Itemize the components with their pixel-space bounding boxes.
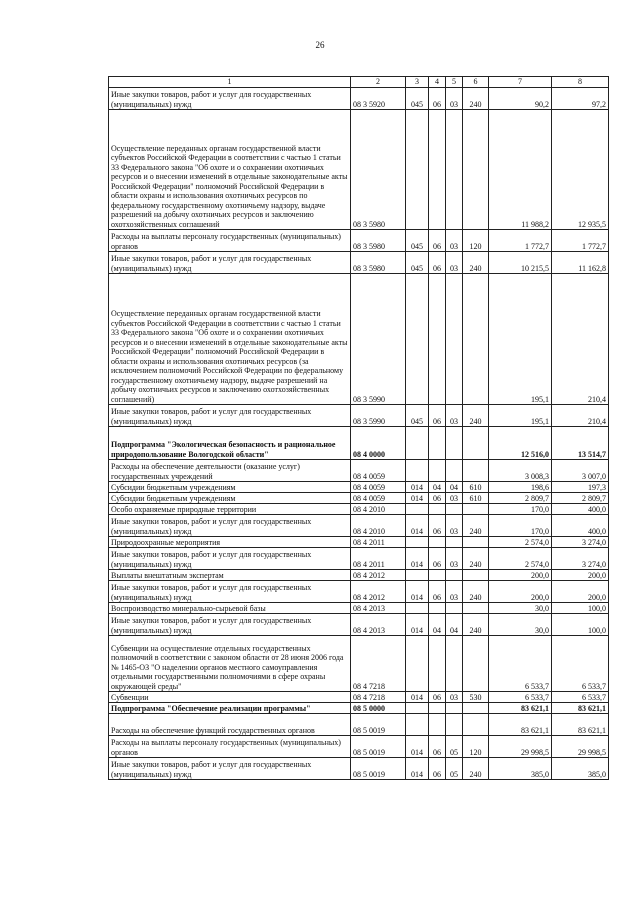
table-row [109,581,609,603]
table-row [109,110,609,230]
row-value-col8: 83 621,1 [552,714,609,736]
row-description: Осуществление переданных органам государственной власти субъектов Российской Федерации в соответствии с частью 1 статьи 33 Федерального закона "Об охоте и о сохранении охотничьих ресурсов и о внесении изменений в отдельные законодательные акты Российской Федерации" полномочий Российской Федерации в области охраны и использования охотничьих ресурсов (за исключением полномочий Российской Федерации по федеральному государственному охотничьему надзору, выдаче разрешений на добычу охотничьих ресурсов и заключению охотхозяйственных соглашений) [109,274,351,405]
header-row [109,77,609,88]
row-description: Иные закупки товаров, работ и услуг для государственных (муниципальных) нужд [109,548,351,570]
row-value-col8: 100,0 [552,603,609,614]
row-value-col7: 200,0 [489,581,552,603]
row-col4: 06 [429,230,446,252]
table-row [109,504,609,515]
row-col6 [463,110,489,230]
row-code: 08 4 0059 [351,482,406,493]
row-value-col8: 29 998,5 [552,736,609,758]
row-col3 [406,504,429,515]
row-col6: 240 [463,581,489,603]
row-value-col7: 2 574,0 [489,537,552,548]
row-value-col7: 170,0 [489,504,552,515]
row-col3: 014 [406,736,429,758]
row-col6: 120 [463,230,489,252]
row-value-col7: 10 215,5 [489,252,552,274]
row-code: 08 4 2012 [351,570,406,581]
row-description: Субвенции на осуществление отдельных государственных полномочий в соответствии с законом области от 28 июня 2006 года № 1465-ОЗ "О наделении органов местного самоуправления отдельными государственными полномочиями в сфере охраны окружающей среды" [109,636,351,692]
row-description: Иные закупки товаров, работ и услуг для государственных (муниципальных) нужд [109,758,351,780]
row-col3: 014 [406,581,429,603]
row-col3: 045 [406,230,429,252]
row-col4 [429,460,446,482]
table-row [109,405,609,427]
row-col5: 03 [446,581,463,603]
row-col5 [446,703,463,714]
row-col3 [406,537,429,548]
row-value-col8: 400,0 [552,515,609,537]
table-row [109,88,609,110]
table-row [109,493,609,504]
row-value-col7: 200,0 [489,570,552,581]
row-col3 [406,603,429,614]
row-col4: 06 [429,252,446,274]
row-value-col8: 97,2 [552,88,609,110]
row-value-col7: 83 621,1 [489,703,552,714]
row-col6: 240 [463,758,489,780]
row-value-col7: 195,1 [489,274,552,405]
row-description: Расходы на выплаты персоналу государственных (муниципальных) органов [109,230,351,252]
row-col6: 530 [463,692,489,703]
row-value-col8: 6 533,7 [552,692,609,703]
row-col4 [429,110,446,230]
row-value-col7: 11 988,2 [489,110,552,230]
table-row [109,714,609,736]
row-value-col8: 2 809,7 [552,493,609,504]
row-code: 08 5 0019 [351,758,406,780]
row-code: 08 4 0059 [351,493,406,504]
header-cell-6: 6 [463,77,489,88]
row-col4: 06 [429,88,446,110]
header-cell-1: 1 [109,77,351,88]
row-code: 08 4 7218 [351,692,406,703]
header-cell-4: 4 [429,77,446,88]
row-col5: 03 [446,88,463,110]
row-code: 08 4 2013 [351,614,406,636]
row-description: Субсидии бюджетным учреждениям [109,482,351,493]
row-col3 [406,636,429,692]
row-col4 [429,714,446,736]
row-col6: 120 [463,736,489,758]
table-row [109,252,609,274]
row-value-col7: 198,6 [489,482,552,493]
row-col6: 610 [463,493,489,504]
row-col3 [406,274,429,405]
row-col6: 240 [463,614,489,636]
header-cell-8: 8 [552,77,609,88]
table-row [109,736,609,758]
row-description: Иные закупки товаров, работ и услуг для государственных (муниципальных) нужд [109,614,351,636]
row-col3: 014 [406,548,429,570]
table-row [109,603,609,614]
row-value-col7: 195,1 [489,405,552,427]
row-description: Осуществление переданных органам государственной власти субъектов Российской Федерации в соответствии с частью 1 статьи 33 Федерального закона "Об охоте и о сохранении охотничьих ресурсов и о внесении изменений в отдельные законодательные акты Российской Федерации" полномочий Российской Федерации в области охраны и использования охотничьих ресурсов по федеральному государственному охотничьему надзору, выдаче разрешений на добычу охотничьих ресурсов и заключению охотхозяйственных соглашений [109,110,351,230]
row-col6 [463,636,489,692]
row-col5: 04 [446,482,463,493]
row-code: 08 5 0000 [351,703,406,714]
row-value-col8: 400,0 [552,504,609,515]
row-code: 08 5 0019 [351,714,406,736]
row-col4 [429,504,446,515]
row-col5 [446,603,463,614]
row-col4: 04 [429,614,446,636]
row-col4 [429,703,446,714]
row-value-col8: 11 162,8 [552,252,609,274]
table-row [109,427,609,460]
row-col6: 240 [463,548,489,570]
table-row [109,460,609,482]
row-value-col8: 6 533,7 [552,636,609,692]
row-col4: 04 [429,482,446,493]
row-col6 [463,460,489,482]
row-col5 [446,460,463,482]
row-value-col8: 210,4 [552,405,609,427]
header-cell-2: 2 [351,77,406,88]
row-value-col8: 12 935,5 [552,110,609,230]
row-col3: 014 [406,614,429,636]
row-value-col8: 200,0 [552,581,609,603]
table-row [109,274,609,405]
row-description: Подпрограмма "Экологическая безопасность и рациональное природопользование Вологодской области" [109,427,351,460]
row-col6: 610 [463,482,489,493]
row-value-col7: 385,0 [489,758,552,780]
table-row [109,758,609,780]
row-description: Особо охраняемые природные территории [109,504,351,515]
budget-table [108,76,609,780]
header-cell-3: 3 [406,77,429,88]
row-description: Расходы на обеспечение функций государственных органов [109,714,351,736]
row-col4: 06 [429,736,446,758]
row-code: 08 3 5990 [351,274,406,405]
row-col5 [446,274,463,405]
row-value-col8: 100,0 [552,614,609,636]
page-number: 26 [315,40,325,50]
row-col5: 03 [446,493,463,504]
header-cell-7: 7 [489,77,552,88]
table-row [109,703,609,714]
row-value-col8: 210,4 [552,274,609,405]
row-value-col8: 3 007,0 [552,460,609,482]
row-code: 08 4 7218 [351,636,406,692]
row-col5: 03 [446,548,463,570]
row-value-col8: 3 274,0 [552,548,609,570]
table-row [109,614,609,636]
row-code: 08 4 2010 [351,515,406,537]
row-col5: 05 [446,736,463,758]
row-description: Субсидии бюджетным учреждениям [109,493,351,504]
row-col4: 06 [429,758,446,780]
row-code: 08 3 5980 [351,230,406,252]
row-col3: 045 [406,88,429,110]
row-description: Иные закупки товаров, работ и услуг для государственных (муниципальных) нужд [109,581,351,603]
row-description: Воспроизводство минерально-сырьевой базы [109,603,351,614]
row-value-col7: 1 772,7 [489,230,552,252]
row-value-col7: 6 533,7 [489,692,552,703]
row-code: 08 3 5980 [351,110,406,230]
row-col6 [463,570,489,581]
row-code: 08 4 2012 [351,581,406,603]
row-col3 [406,570,429,581]
row-col3: 014 [406,515,429,537]
row-value-col8: 200,0 [552,570,609,581]
row-description: Расходы на выплаты персоналу государственных (муниципальных) органов [109,736,351,758]
row-col4: 06 [429,692,446,703]
row-col5 [446,537,463,548]
row-col5 [446,570,463,581]
row-description: Иные закупки товаров, работ и услуг для государственных (муниципальных) нужд [109,252,351,274]
row-value-col7: 83 621,1 [489,714,552,736]
row-col3: 014 [406,758,429,780]
row-code: 08 3 5990 [351,405,406,427]
table-row [109,537,609,548]
row-col5 [446,636,463,692]
row-value-col7: 170,0 [489,515,552,537]
row-col4 [429,636,446,692]
row-col4: 06 [429,548,446,570]
row-col5: 03 [446,252,463,274]
row-col5: 05 [446,758,463,780]
row-col6: 240 [463,88,489,110]
row-col4 [429,603,446,614]
row-col3 [406,427,429,460]
row-description: Расходы на обеспечение деятельности (оказание услуг) государственных учреждений [109,460,351,482]
row-col6 [463,537,489,548]
row-col6: 240 [463,405,489,427]
row-col6: 240 [463,515,489,537]
row-col5 [446,110,463,230]
row-col5 [446,504,463,515]
row-description: Иные закупки товаров, работ и услуг для государственных (муниципальных) нужд [109,405,351,427]
row-col5: 04 [446,614,463,636]
row-col3 [406,714,429,736]
row-col6 [463,703,489,714]
row-description: Иные закупки товаров, работ и услуг для государственных (муниципальных) нужд [109,515,351,537]
row-col3: 045 [406,405,429,427]
row-col3 [406,703,429,714]
table-row [109,548,609,570]
table-row [109,636,609,692]
row-col3: 045 [406,252,429,274]
row-col5: 03 [446,515,463,537]
row-col3: 014 [406,482,429,493]
row-value-col7: 6 533,7 [489,636,552,692]
row-col5 [446,427,463,460]
row-col5: 03 [446,692,463,703]
row-col4 [429,427,446,460]
row-value-col8: 13 514,7 [552,427,609,460]
row-description: Иные закупки товаров, работ и услуг для государственных (муниципальных) нужд [109,88,351,110]
row-value-col7: 90,2 [489,88,552,110]
row-col4 [429,537,446,548]
table-row [109,230,609,252]
row-value-col8: 385,0 [552,758,609,780]
row-value-col7: 30,0 [489,603,552,614]
row-col6 [463,504,489,515]
row-col4: 06 [429,515,446,537]
row-value-col7: 29 998,5 [489,736,552,758]
row-code: 08 4 0059 [351,460,406,482]
row-col6 [463,714,489,736]
row-description: Подпрограмма "Обеспечение реализации программы" [109,703,351,714]
row-value-col7: 30,0 [489,614,552,636]
row-value-col8: 1 772,7 [552,230,609,252]
table-row [109,482,609,493]
row-code: 08 4 2010 [351,504,406,515]
row-value-col8: 3 274,0 [552,537,609,548]
row-value-col7: 2 574,0 [489,548,552,570]
row-code: 08 4 2013 [351,603,406,614]
row-code: 08 4 2011 [351,548,406,570]
row-value-col8: 83 621,1 [552,703,609,714]
table-body [109,88,609,780]
table-row [109,515,609,537]
header-cell-5: 5 [446,77,463,88]
row-col6 [463,603,489,614]
row-code: 08 5 0019 [351,736,406,758]
row-description: Природоохранные мероприятия [109,537,351,548]
row-code: 08 3 5980 [351,252,406,274]
row-col5: 03 [446,405,463,427]
row-col4 [429,274,446,405]
table-row [109,692,609,703]
row-value-col7: 3 008,3 [489,460,552,482]
row-description: Выплаты внештатным экспертам [109,570,351,581]
row-col4: 06 [429,493,446,504]
row-code: 08 4 2011 [351,537,406,548]
row-col3: 014 [406,692,429,703]
row-col3 [406,110,429,230]
row-description: Субвенции [109,692,351,703]
row-col4: 06 [429,405,446,427]
row-col6 [463,427,489,460]
row-value-col7: 2 809,7 [489,493,552,504]
row-col5: 03 [446,230,463,252]
row-value-col8: 197,3 [552,482,609,493]
row-col5 [446,714,463,736]
row-value-col7: 12 516,0 [489,427,552,460]
row-col3 [406,460,429,482]
table-row [109,570,609,581]
row-col4 [429,570,446,581]
row-col6 [463,274,489,405]
row-code: 08 4 0000 [351,427,406,460]
row-col6: 240 [463,252,489,274]
row-col3: 014 [406,493,429,504]
row-code: 08 3 5920 [351,88,406,110]
row-col4: 06 [429,581,446,603]
